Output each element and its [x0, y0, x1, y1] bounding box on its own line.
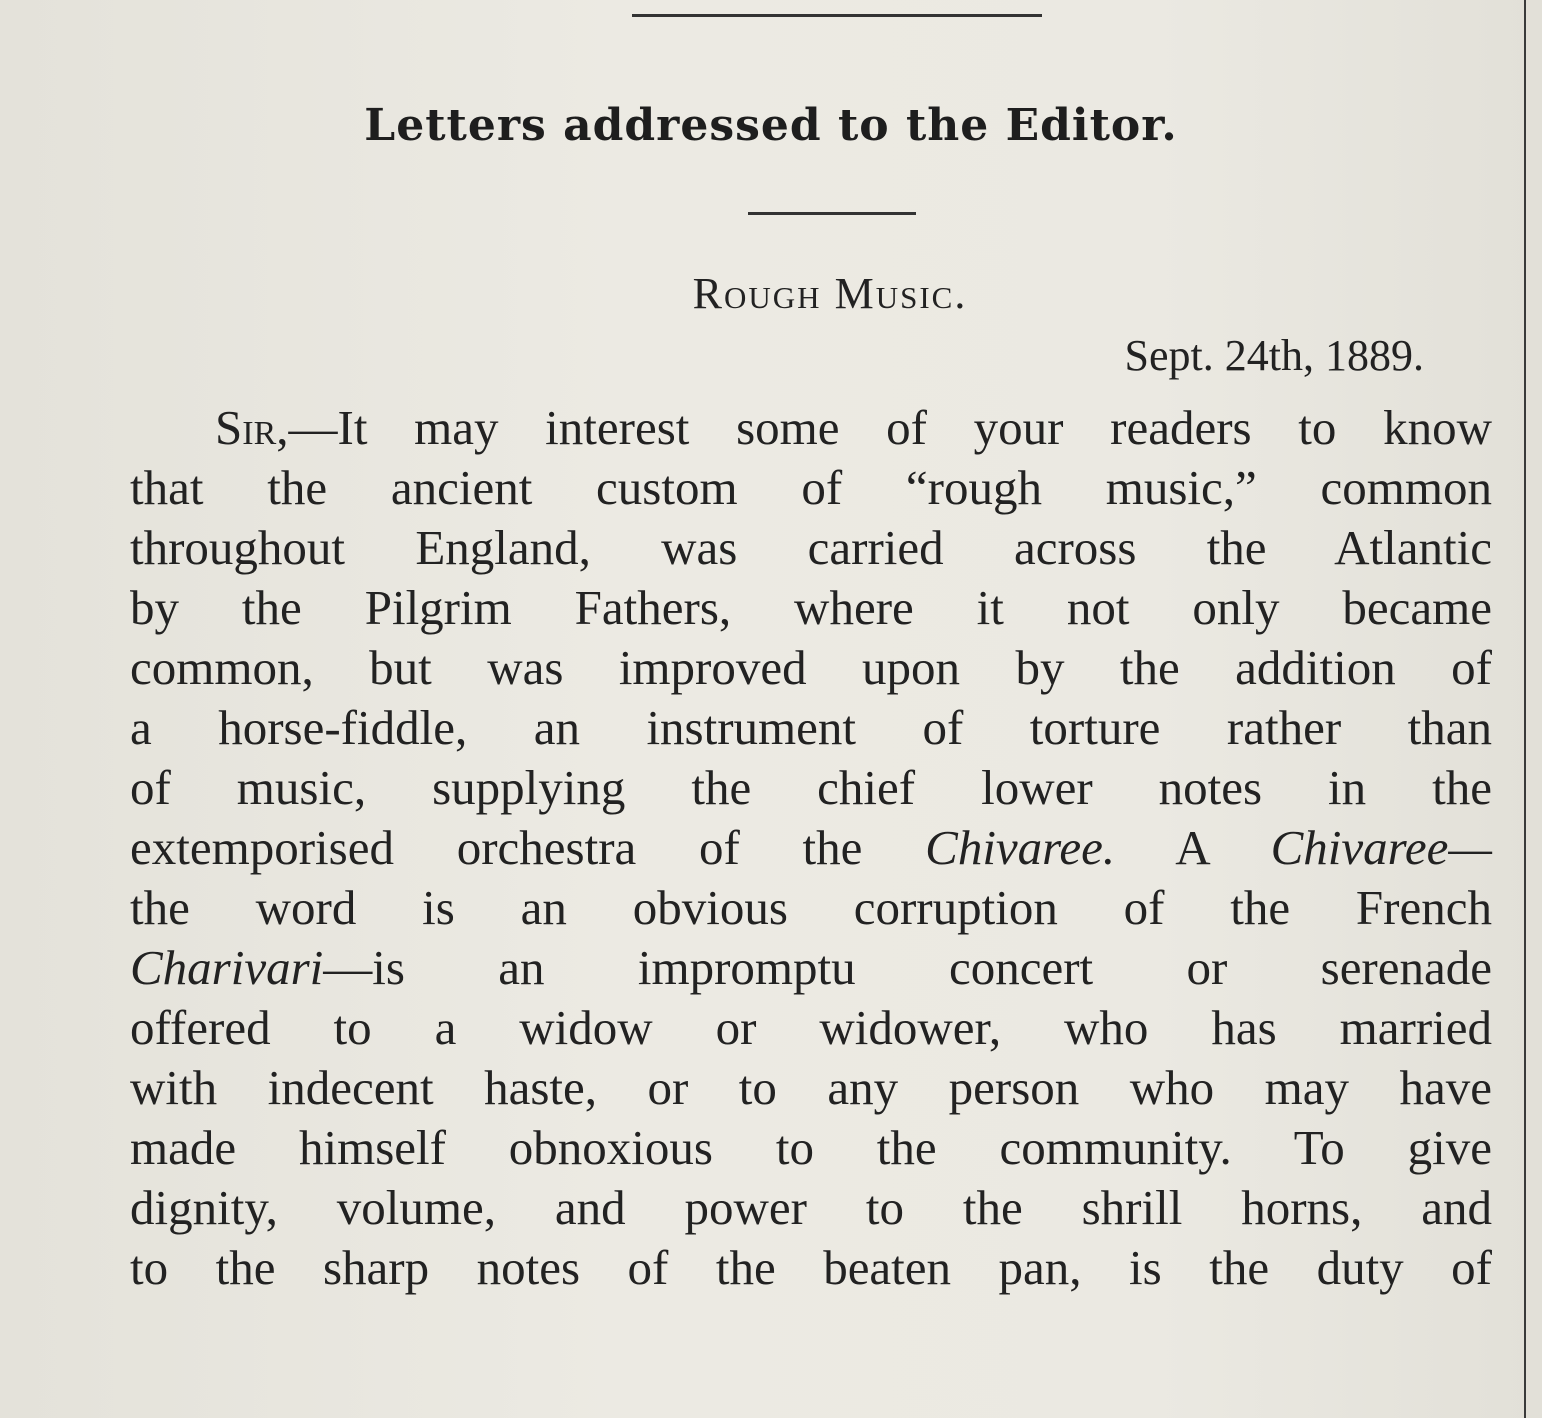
letter-body — [130, 398, 1492, 1298]
body-line-3: throughout England, was carried across the Atlantic — [130, 520, 1492, 575]
body-line-12: with indecent haste, or to any person who may have — [130, 1060, 1492, 1115]
body-line-14: dignity, volume, and power to the shrill horns, and — [130, 1180, 1492, 1235]
body-line-11: offered to a widow or widower, who has married — [130, 1000, 1492, 1055]
body-line-1: Sir,—It may interest some of your readers to know — [215, 400, 1492, 455]
body-line-8: extemporised orchestra of the Chivaree. A Chivaree— — [130, 820, 1492, 875]
body-line-7: of music, supplying the chief lower notes in the — [130, 760, 1492, 815]
heading-rule — [748, 212, 916, 215]
body-line-15: to the sharp notes of the beaten pan, is the duty of — [130, 1240, 1492, 1295]
top-rule — [632, 14, 1042, 17]
section-heading: Letters addressed to the Editor. — [364, 100, 1178, 151]
salutation: Sir, — [215, 400, 289, 455]
body-line-10: Charivari—is an impromptu concert or serenade — [130, 940, 1492, 995]
body-line-4: by the Pilgrim Fathers, where it not only became — [130, 580, 1492, 635]
letter-date: Sept. 24th, 1889. — [1124, 331, 1424, 380]
article-title: Rough Music. — [692, 269, 968, 318]
body-line-2: that the ancient custom of “rough music,” common — [130, 460, 1492, 515]
body-line-5: common, but was improved upon by the addition of — [130, 640, 1492, 695]
column-rule — [1524, 0, 1526, 1418]
body-line-6: a horse-fiddle, an instrument of torture rather than — [130, 700, 1492, 755]
body-line-9: the word is an obvious corruption of the French — [130, 880, 1492, 935]
body-line-13: made himself obnoxious to the community. To give — [130, 1120, 1492, 1175]
